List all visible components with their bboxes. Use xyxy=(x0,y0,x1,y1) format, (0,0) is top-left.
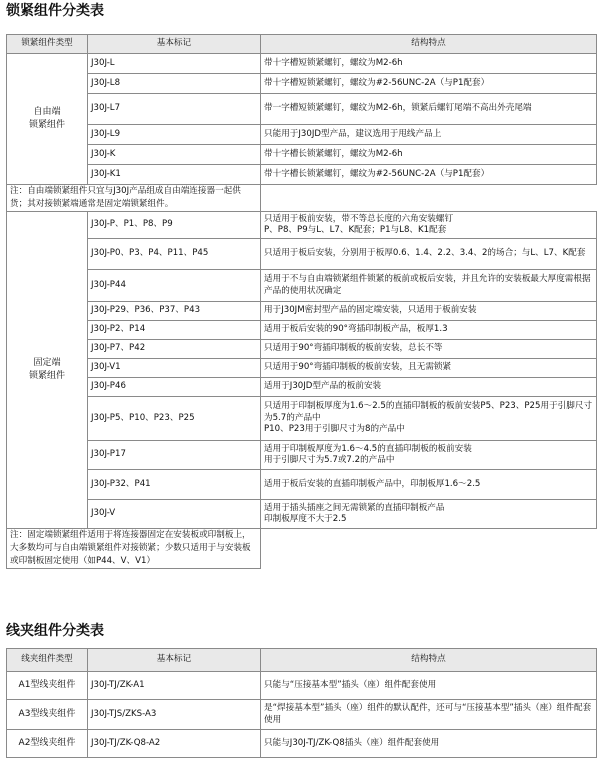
feature-cell: 只适用于90°弯插印制板的板前安装，总长不等 xyxy=(261,340,597,359)
feature-cell: 带十字槽短锁紧螺钉，螺纹为#2-56UNC-2A（与P1配套） xyxy=(261,74,597,94)
mark-cell: J30J-L7 xyxy=(88,94,261,125)
lock-component-table xyxy=(6,34,597,569)
feature-cell: 带一字槽短锁紧螺钉，螺纹为M2-6h，锁紧后螺钉尾端不高出外壳尾端 xyxy=(261,94,597,125)
feature-cell: 适用于板后安装的直插印制板产品中，印制板厚1.6～2.5 xyxy=(261,470,597,500)
header-mark: 基本标记 xyxy=(88,649,261,672)
table1-title: 锁紧组件分类表 xyxy=(6,3,104,19)
feature-cell: 适用于J30JD型产品的板前安装 xyxy=(261,378,597,397)
mark-cell: J30J-P29、P36、P37、P43 xyxy=(88,302,261,321)
clamp-component-table xyxy=(6,648,597,758)
feature-cell: 带十字槽短锁紧螺钉，螺纹为M2-6h xyxy=(261,54,597,74)
mark-cell: J30J-P44 xyxy=(88,270,261,302)
table-row xyxy=(7,397,597,441)
table-row xyxy=(7,94,597,125)
table-header-row xyxy=(7,649,597,672)
mark-cell: J30J-K xyxy=(88,145,261,165)
note-row xyxy=(7,529,597,569)
feature-cell: 用于J30JM密封型产品的固定端安装，只适用于板前安装 xyxy=(261,302,597,321)
table-row xyxy=(7,672,597,700)
table-row xyxy=(7,125,597,145)
feature-cell: 适用于不与自由端锁紧组件锁紧的板前或板后安装，并且允许的安装板最大厚度需根据产品的使用状况确定 xyxy=(261,270,597,302)
header-mark: 基本标记 xyxy=(88,35,261,54)
feature-cell: 适用于插头插座之间无需锁紧的直插印制板产品 印制板厚度不大于2.5 xyxy=(261,500,597,529)
table-row xyxy=(7,700,597,730)
header-type: 锁紧组件类型 xyxy=(7,35,88,54)
table-header-row xyxy=(7,35,597,54)
feature-cell: 只能与“压接基本型”插头（座）组件配套使用 xyxy=(261,672,597,700)
mark-cell: J30J-P0、P3、P4、P11、P45 xyxy=(88,239,261,270)
table2-title: 线夹组件分类表 xyxy=(6,623,104,639)
feature-cell: 是“焊接基本型”插头（座）组件的默认配件，还可与“压接基本型”插头（座）组件配套使用 xyxy=(261,700,597,730)
table-row xyxy=(7,378,597,397)
table-row xyxy=(7,270,597,302)
mark-cell: J30J-P7、P42 xyxy=(88,340,261,359)
table-row xyxy=(7,74,597,94)
mark-cell: J30J-P、P1、P8、P9 xyxy=(88,212,261,239)
table-row xyxy=(7,359,597,378)
type-cell: A1型线夹组件 xyxy=(7,672,88,700)
type-cell: A3型线夹组件 xyxy=(7,700,88,730)
feature-cell: 只能用于J30JD型产品，建议选用于甩线产品上 xyxy=(261,125,597,145)
mark-cell: J30J-K1 xyxy=(88,165,261,185)
mark-cell: J30J-L xyxy=(88,54,261,74)
table-row xyxy=(7,212,597,239)
header-feature: 结构特点 xyxy=(261,35,597,54)
header-type: 线夹组件类型 xyxy=(7,649,88,672)
table-row xyxy=(7,340,597,359)
feature-cell: 只能与J30J-TJ/ZK-Q8插头（座）组件配套使用 xyxy=(261,730,597,758)
feature-cell: 只适用于板前安装，带不等总长度的六角安装螺钉 P、P8、P9与L、L7、K配套；P1与L8、K1配套 xyxy=(261,212,597,239)
group-type: 自由端 锁紧组件 xyxy=(7,54,88,185)
feature-cell: 适用于板后安装的90°弯插印制板产品，板厚1.3 xyxy=(261,321,597,340)
table-note: 注：固定端锁紧组件适用于将连接器固定在安装板或印制板上，大多数均可与自由端锁紧组件对接锁紧；少数只适用于与安装板或印制板固定使用（如P44、V、V1） xyxy=(7,529,261,569)
group-type: 固定端 锁紧组件 xyxy=(7,212,88,529)
mark-cell: J30J-L8 xyxy=(88,74,261,94)
mark-cell: J30J-P2、P14 xyxy=(88,321,261,340)
feature-cell: 带十字槽长锁紧螺钉，螺纹为M2-6h xyxy=(261,145,597,165)
feature-cell: 只适用于90°弯插印制板的板前安装，且无需锁紧 xyxy=(261,359,597,378)
table-row xyxy=(7,239,597,270)
table-row xyxy=(7,470,597,500)
feature-cell: 只适用于印制板厚度为1.6～2.5的直插印制板的板前安装P5、P23、P25用于引脚尺寸为5.7的产品中 P10、P23用于引脚尺寸为8的产品中 xyxy=(261,397,597,441)
mark-cell: J30J-P32、P41 xyxy=(88,470,261,500)
mark-cell: J30J-V1 xyxy=(88,359,261,378)
feature-cell: 适用于印制板厚度为1.6～4.5的直插印制板的板前安装 用于引脚尺寸为5.7或7.2的产品中 xyxy=(261,441,597,470)
table-row xyxy=(7,165,597,185)
table-row xyxy=(7,321,597,340)
mark-cell: J30J-V xyxy=(88,500,261,529)
mark-cell: J30J-L9 xyxy=(88,125,261,145)
mark-cell: J30J-TJ/ZK-A1 xyxy=(88,672,261,700)
mark-cell: J30J-P46 xyxy=(88,378,261,397)
table-row xyxy=(7,54,597,74)
table-row xyxy=(7,730,597,758)
table-note: 注：自由端锁紧组件只宜与J30J产品组成自由端连接器一起供货；其对接锁紧端通常是固定端锁紧组件。 xyxy=(7,185,261,212)
table-row xyxy=(7,441,597,470)
mark-cell: J30J-P5、P10、P23、P25 xyxy=(88,397,261,441)
mark-cell: J30J-TJS/ZKS-A3 xyxy=(88,700,261,730)
note-row xyxy=(7,185,597,212)
feature-cell: 只适用于板后安装，分别用于板厚0.6、1.4、2.2、3.4、2的场合；与L、L7、K配套 xyxy=(261,239,597,270)
mark-cell: J30J-P17 xyxy=(88,441,261,470)
mark-cell: J30J-TJ/ZK-Q8-A2 xyxy=(88,730,261,758)
header-feature: 结构特点 xyxy=(261,649,597,672)
table-row xyxy=(7,302,597,321)
table-row xyxy=(7,500,597,529)
type-cell: A2型线夹组件 xyxy=(7,730,88,758)
feature-cell: 带十字槽长锁紧螺钉，螺纹为#2-56UNC-2A（与P1配套） xyxy=(261,165,597,185)
table-row xyxy=(7,145,597,165)
